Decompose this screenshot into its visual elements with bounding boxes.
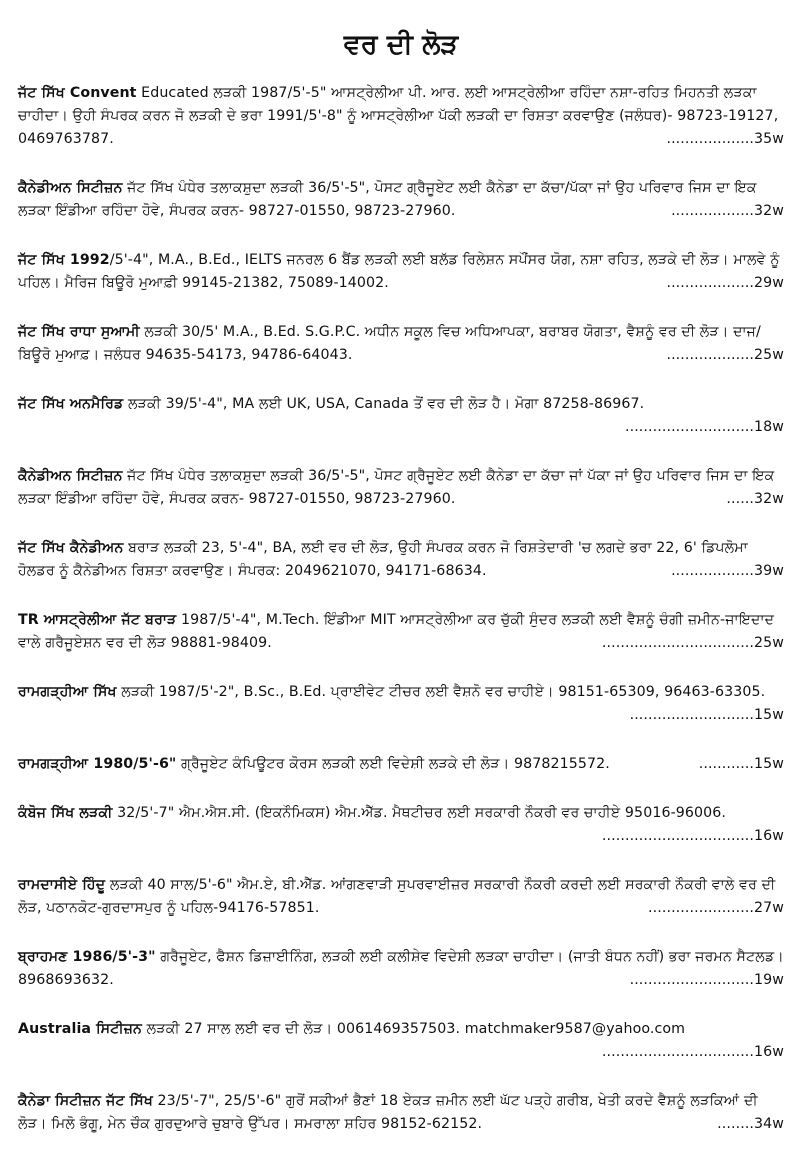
ad-text: Educated ਲੜਕੀ 1987/5'-5" ਆਸਟ੍ਰੇਲੀਆ ਪੀ. ਆਰ. ਲਈ ਆਸਟ੍ਰੇਲੀਆ ਰਹਿੰਦਾ ਨਸ਼ਾ-ਰਹਿਤ ਮਿਹਨਤੀ ਲੜਕਾ ਚਾਹੀਦਾ। ਉਹੀ ਸੰਪਰਕ ਕਰਨ ਜੋ ਲੜਕੀ ਦੇ ਭਰਾ 1991/5'-8" ਨੂੰ ਆਸਟ੍ਰੇਲੀਆ ਪੱਕੀ ਲੜਕੀ ਦਾ ਰਿਸ਼ਤਾ ਕਰਵਾਉਣ (ਜਲੰਧਰ)- 98723-19127, 0469763787. xyxy=(18,85,779,147)
ad-price: ..................32w xyxy=(671,203,784,219)
ad-lead: ਕੈਨੇਡਾ ਸਿਟੀਜ਼ਨ ਜੱਟ ਸਿੱਖ xyxy=(18,1093,153,1109)
ad-lead: ਰਾਮਦਾਸੀਏ ਹਿੰਦੂ xyxy=(18,877,106,893)
ad-lead: ਕੰਬੋਜ ਸਿੱਖ ਲੜਕੀ xyxy=(18,805,113,821)
ad-item xyxy=(18,681,784,727)
ad-item xyxy=(18,946,784,992)
ad-price: ...................25w xyxy=(666,347,784,363)
ad-lead: ਬ੍ਰਾਹਮਣ 1986/5'-3" xyxy=(18,949,156,965)
ad-price: ..................39w xyxy=(671,563,784,579)
ad-text: ਜੱਟ ਸਿੱਖ ਪੰਧੇਰ ਤਲਾਕਸ਼ੁਦਾ ਲੜਕੀ 36/5'-5", ਪੋਸਟ ਗ੍ਰੈਜੂਏਟ ਲਈ ਕੈਨੇਡਾ ਦਾ ਕੱਚਾ/ਪੱਕਾ ਜਾਂ ਉਹ ਪਰਿਵਾਰ ਜਿਸ ਦਾ ਇਕ ਲੜਕਾ ਇੰਡੀਆ ਰਹਿੰਦਾ ਹੋਵੇ, ਸੰਪਰਕ ਕਰਨ- 98727-01550, 98723-27960. xyxy=(18,180,757,219)
ad-price: ...........................15w xyxy=(629,707,784,723)
ad-lead: ਜੱਟ ਸਿੱਖ 1992 xyxy=(18,252,110,268)
ad-price: ......32w xyxy=(726,491,784,507)
ad-item xyxy=(18,609,784,655)
ad-item xyxy=(18,753,784,776)
ad-list xyxy=(18,82,784,1136)
ad-text: /5'-4", M.A., B.Ed., IELTS ਜਨਰਲ 6 ਬੈਂਡ ਲੜਕੀ ਲਈ ਬਲੱਡ ਰਿਲੇਸ਼ਨ ਸਪੌਂਸਰ ਯੋਗ, ਨਸ਼ਾ ਰਹਿਤ, ਲੜਕੇ ਦੀ ਲੋੜ। ਮਾਲਵੇ ਨੂੰ ਪਹਿਲ। ਮੈਰਿਜ ਬਿਊਰੋ ਮੁਆਫ਼ੀ 99145-21382, 75089-14002. xyxy=(18,252,780,291)
ad-price: ...................29w xyxy=(666,275,784,291)
ad-price: .................................16w xyxy=(601,1044,784,1060)
ad-text: ਜੱਟ ਸਿੱਖ ਪੰਧੇਰ ਤਲਾਕਸ਼ੁਦਾ ਲੜਕੀ 36/5'-5", ਪੋਸਟ ਗ੍ਰੈਜੂਏਟ ਲਈ ਕੈਨੇਡਾ ਦਾ ਕੱਚਾ ਜਾਂ ਪੱਕਾ ਜਾਂ ਉਹ ਪਰਿਵਾਰ ਜਿਸ ਦਾ ਇਕ ਲੜਕਾ ਇੰਡੀਆ ਰਹਿੰਦਾ ਹੋਵੇ, ਸੰਪਰਕ ਕਰਨ- 98727-01550, 98723-27960. xyxy=(18,468,775,507)
ad-item xyxy=(18,1090,784,1136)
ad-lead: TR ਆਸਟ੍ਰੇਲੀਆ ਜੱਟ ਬਰਾੜ xyxy=(18,612,177,628)
ad-lead: ਜੱਟ ਸਿੱਖ ਰਾਧਾ ਸੁਆਮੀ xyxy=(18,324,140,340)
ad-price: ............................18w xyxy=(624,419,784,435)
ad-text: ਲੜਕੀ 27 ਸਾਲ ਲਈ ਵਰ ਦੀ ਲੋੜ। 0061469357503. matchmaker9587@yahoo.com xyxy=(142,1021,686,1037)
ad-price: ........34w xyxy=(717,1116,784,1132)
ad-item xyxy=(18,249,784,295)
ad-lead: ਰਾਮਗੜ੍ਹੀਆ 1980/5'-6" xyxy=(18,756,177,772)
ad-lead: ਕੈਨੇਡੀਅਨ ਸਿਟੀਜ਼ਨ xyxy=(18,180,123,196)
ad-text: ਗ੍ਰੈਜੂਏਟ ਕੰਪਿਊਟਰ ਕੋਰਸ ਲੜਕੀ ਲਈ ਵਿਦੇਸ਼ੀ ਲੜਕੇ ਦੀ ਲੋੜ। 9878215572. xyxy=(176,756,610,772)
ad-item xyxy=(18,537,784,583)
page-title: ਵਰ ਦੀ ਲੋੜ xyxy=(343,29,459,60)
ad-text: ਗਰੈਜੂਏਟ, ਫੈਸ਼ਨ ਡਿਜ਼ਾਈਨਿੰਗ, ਲੜਕੀ ਲਈ ਕਲੀਸ਼ੇਵ ਵਿਦੇਸ਼ੀ ਲੜਕਾ ਚਾਹੀਦਾ। (ਜਾਤੀ ਬੰਧਨ ਨਹੀਂ) ਭਰਾ ਜਰਮਨ ਸੈਟਲਡ। 8968693632. xyxy=(18,949,784,988)
ad-item xyxy=(18,321,784,367)
ad-item xyxy=(18,393,784,439)
ad-text: ਲੜਕੀ 1987/5'-2", B.Sc., B.Ed. ਪ੍ਰਾਈਵੇਟ ਟੀਚਰ ਲਈ ਵੈਸ਼ਨੋ ਵਰ ਚਾਹੀਏ। 98151-65309, 96463-63305. xyxy=(116,684,766,700)
ad-lead: ਜੱਟ ਸਿੱਖ ਕੈਨੇਡੀਅਨ xyxy=(18,540,124,556)
ad-price: ...........................19w xyxy=(629,972,784,988)
ad-price: ............15w xyxy=(698,756,784,772)
ad-item xyxy=(18,874,784,920)
ad-lead: ਰਾਮਗੜ੍ਹੀਆ ਸਿੱਖ xyxy=(18,684,117,700)
ad-item xyxy=(18,1018,784,1064)
ad-lead: ਜੱਟ ਸਿੱਖ ਅਨਮੈਰਿਡ xyxy=(18,396,124,412)
ad-text: ਬਰਾੜ ਲੜਕੀ 23, 5'-4", BA, ਲਈ ਵਰ ਦੀ ਲੋੜ, ਉਹੀ ਸੰਪਰਕ ਕਰਨ ਜੋ ਰਿਸ਼ਤੇਦਾਰੀ 'ਚ ਲਗਦੇ ਭਰਾ 22, 6' ਡਿਪਲੋਮਾ ਹੋਲਡਰ ਨੂੰ ਕੈਨੇਡੀਅਨ ਰਿਸ਼ਤਾ ਕਰਵਾਉਣ। ਸੰਪਰਕ: 2049621070, 94171-68634. xyxy=(18,540,748,579)
ad-text: 23/5'-7", 25/5'-6" ਗੁਰੋਂ ਸਕੀਆਂ ਭੈਣਾਂ 18 ਏਕੜ ਜ਼ਮੀਨ ਲਈ ਘੱਟ ਪੜ੍ਹੇ ਗਰੀਬ, ਖੇਤੀ ਕਰਦੇ ਵੈਸ਼ਨੂੰ ਲੜਕਿਆਂ ਦੀ ਲੋੜ। ਮਿਲੋ ਭੰਗੂ, ਮੇਨ ਚੌਕ ਗੁਰਦੁਆਰੇ ਚੁਬਾਰੇ ਉੱਪਰ। ਸਮਰਾਲਾ ਸ਼ਹਿਰ 98152-62152. xyxy=(18,1093,758,1132)
ad-text: 32/5'-7" ਐਮ.ਐਸ.ਸੀ. (ਇਕਨੌਮਿਕਸ) ਐਮ.ਐੱਡ. ਮੈਥਟੀਚਰ ਲਈ ਸਰਕਾਰੀ ਨੌਕਰੀ ਵਰ ਚਾਹੀਏ 95016-96006. xyxy=(112,805,727,821)
ad-lead: ਕੈਨੇਡੀਅਨ ਸਿਟੀਜ਼ਨ xyxy=(18,468,123,484)
ad-item xyxy=(18,465,784,511)
ad-item xyxy=(18,177,784,223)
ad-lead: ਜੱਟ ਸਿੱਖ Convent xyxy=(18,85,137,101)
ad-price: .................................16w xyxy=(601,828,784,844)
ad-price: .......................27w xyxy=(648,900,784,916)
ad-item xyxy=(18,802,784,848)
ad-lead: Australia ਸਿਟੀਜ਼ਨ xyxy=(18,1021,143,1037)
ad-item xyxy=(18,82,784,151)
ad-text: 1987/5'-4", M.Tech. ਇੰਡੀਆ MIT ਆਸਟ੍ਰੇਲੀਆ ਕਰ ਚੁੱਕੀ ਸੁੰਦਰ ਲੜਕੀ ਲਈ ਵੈਸ਼ਨੂੰ ਚੰਗੀ ਜ਼ਮੀਨ-ਜਾਇਦਾਦ ਵਾਲੇ ਗਰੈਜੂਏਸ਼ਨ ਵਰ ਦੀ ਲੋੜ 98881-98409. xyxy=(18,612,775,651)
ad-text: ਲੜਕੀ 40 ਸਾਲ/5'-6" ਐਮ.ਏ, ਬੀ.ਐੱਡ. ਆਂਗਣਵਾੜੀ ਸੁਪਰਵਾਈਜ਼ਰ ਸਰਕਾਰੀ ਨੌਕਰੀ ਕਰਦੀ ਲਈ ਸਰਕਾਰੀ ਨੌਕਰੀ ਵਾਲੇ ਵਰ ਦੀ ਲੋੜ, ਪਠਾਨਕੋਟ-ਗੁਰਦਾਸਪੁਰ ਨੂੰ ਪਹਿਲ-94176-57851. xyxy=(18,877,776,916)
ad-text: ਲੜਕੀ 30/5' M.A., B.Ed. S.G.P.C. ਅਧੀਨ ਸਕੂਲ ਵਿਚ ਅਧਿਆਪਕਾ, ਬਰਾਬਰ ਯੋਗਤਾ, ਵੈਸ਼ਨੂੰ ਵਰ ਦੀ ਲੋੜ। ਦਾਜ/ਬਿਊਰੋ ਮੁਆਫ਼। ਜਲੰਧਰ 94635-54173, 94786-64043. xyxy=(18,324,761,363)
ad-text: ਲੜਕੀ 39/5'-4", MA ਲਈ UK, USA, Canada ਤੋਂ ਵਰ ਦੀ ਲੋੜ ਹੈ। ਮੋਗਾ 87258-86967. xyxy=(123,396,645,412)
ad-price: .................................25w xyxy=(601,635,784,651)
ad-price: ...................35w xyxy=(666,131,784,147)
